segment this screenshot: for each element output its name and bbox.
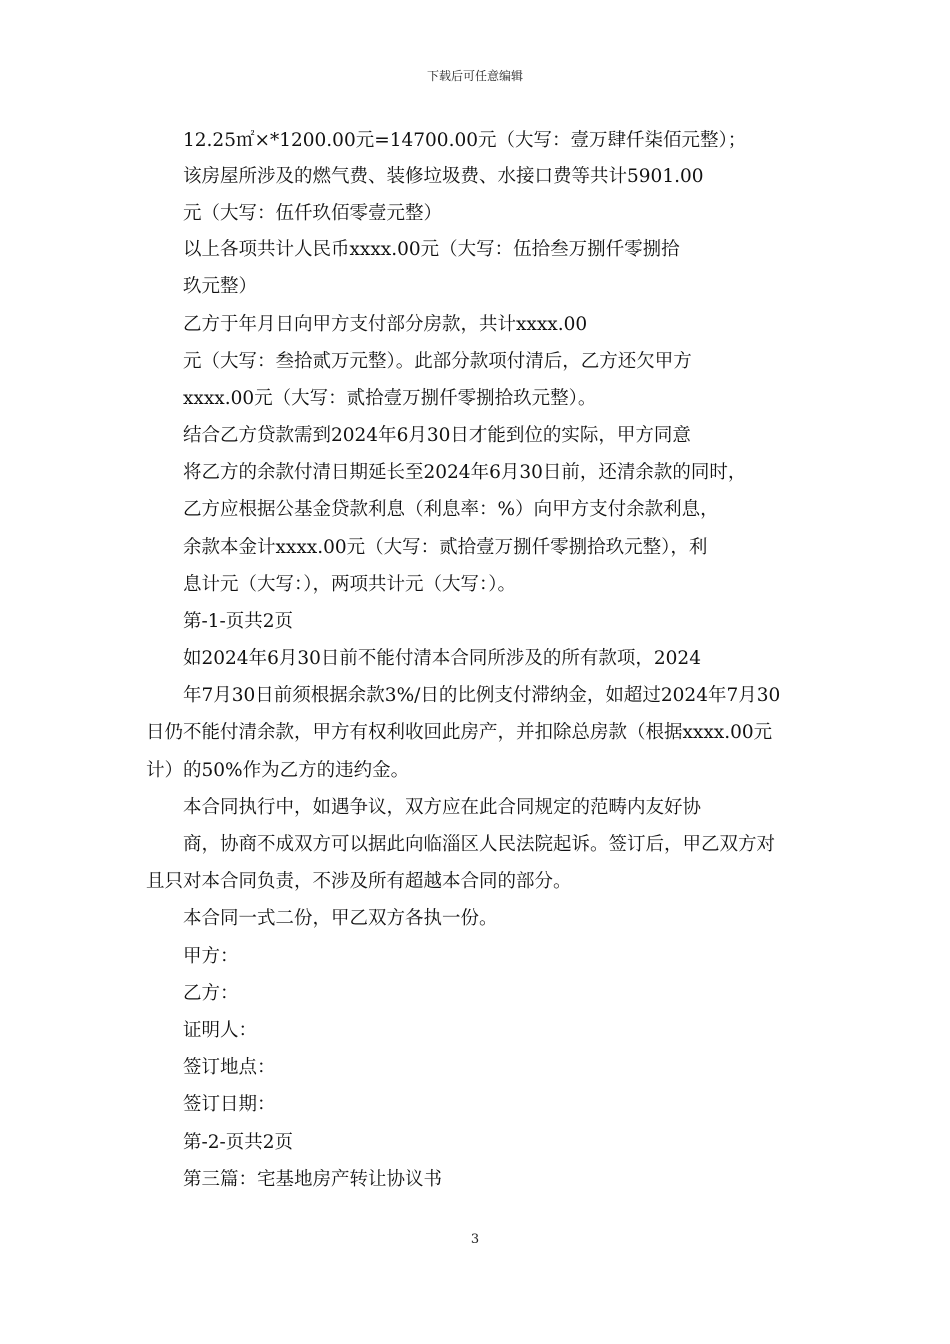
signing-place-label: 签订地点： [183, 1057, 276, 1078]
text-line: 本合同一式二份，甲乙双方各执一份。 [183, 908, 498, 929]
text-line: 且只对本合同负责，不涉及所有超越本合同的部分。 [146, 871, 572, 892]
text-line: 12.25㎡×*1200.00元=14700.00元（大写：壹万肆仟柒佰元整）； [183, 130, 747, 151]
text-line: 玖元整） [183, 276, 258, 297]
text-line: 年7月30日前须根据余款3%/日的比例支付滞纳金，如超过2024年7月30 [183, 685, 781, 706]
text-line: 以上各项共计人民币xxxx.00元（大写：伍拾叁万捌仟零捌拾 [183, 239, 680, 260]
page-header: 下载后可任意编辑 [426, 69, 523, 83]
text-line: 商，协商不成双方可以据此向临淄区人民法院起诉。签订后，甲乙双方对 [183, 834, 776, 855]
text-line: 结合乙方贷款需到2024年6月30日才能到位的实际，甲方同意 [183, 425, 691, 446]
text-line: 乙方应根据公基金贷款利息（利息率：%）向甲方支付余款利息， [183, 499, 719, 520]
page-marker: 第-2-页共2页 [183, 1132, 294, 1153]
text-line: 息计元（大写：），两项共计元（大写：）。 [183, 574, 517, 595]
text-line: 将乙方的余款付清日期延长至2024年6月30日前，还清余款的同时， [183, 462, 747, 483]
party-a-label: 甲方： [183, 946, 239, 967]
text-line: 计）的50%作为乙方的违约金。 [146, 760, 410, 781]
text-line: 元（大写：伍仟玖佰零壹元整） [183, 203, 443, 224]
text-line: 如2024年6月30日前不能付清本合同所涉及的所有款项，2024 [183, 648, 701, 669]
text-line: 元（大写：叁拾贰万元整）。此部分款项付清后，乙方还欠甲方 [183, 351, 692, 372]
text-line: 本合同执行中，如遇争议，双方应在此合同规定的范畴内友好协 [183, 797, 702, 818]
text-line: 余款本金计xxxx.00元（大写：贰拾壹万捌仟零捌拾玖元整），利 [183, 537, 708, 558]
section-title: 第三篇：宅基地房产转让协议书 [183, 1169, 443, 1190]
witness-label: 证明人： [183, 1020, 258, 1041]
page-number: 3 [470, 1232, 480, 1247]
page-marker: 第-1-页共2页 [183, 611, 294, 632]
text-line: 乙方于年月日向甲方支付部分房款，共计xxxx.00 [183, 314, 588, 335]
party-b-label: 乙方： [183, 983, 239, 1004]
text-line: xxxx.00元（大写：贰拾壹万捌仟零捌拾玖元整）。 [183, 388, 597, 409]
text-line: 日仍不能付清余款，甲方有权利收回此房产，并扣除总房款（根据xxxx.00元 [146, 722, 773, 743]
text-line: 该房屋所涉及的燃气费、装修垃圾费、水接口费等共计5901.00 [183, 166, 704, 187]
signing-date-label: 签订日期： [183, 1094, 276, 1115]
